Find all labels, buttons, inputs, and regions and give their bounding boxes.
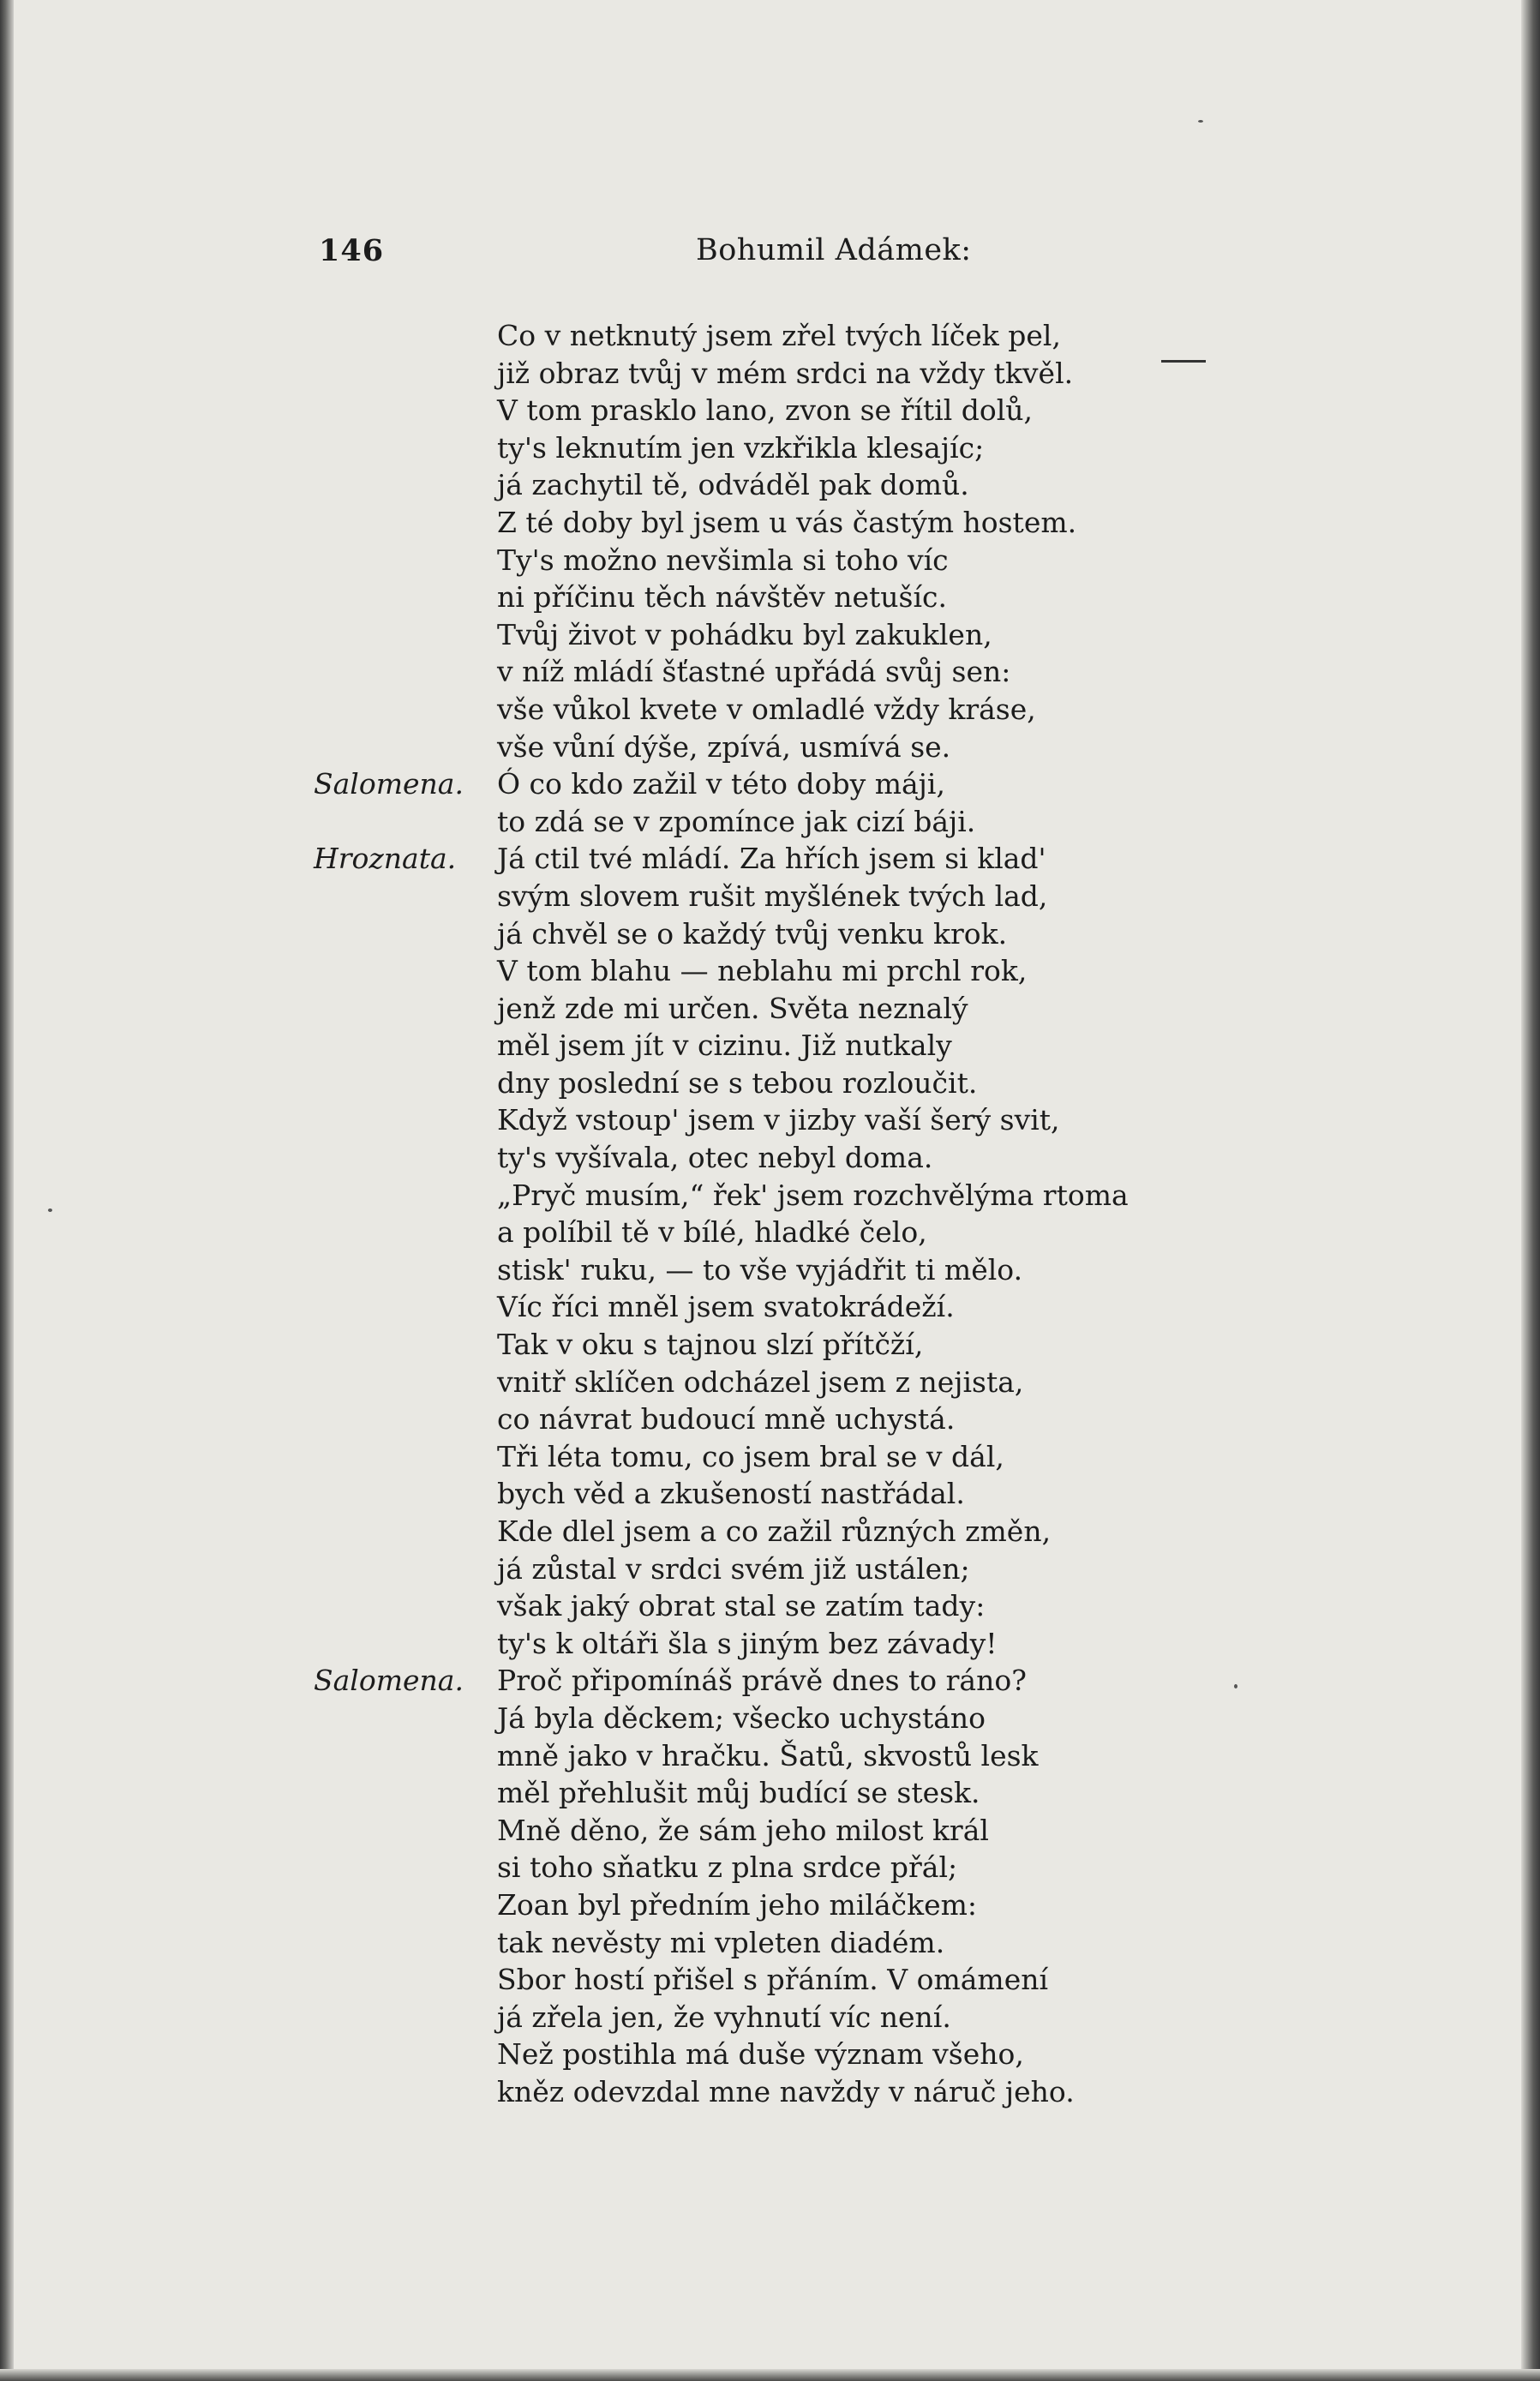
verse-text: Víc říci mněl jsem svatokrádeží.: [497, 1290, 955, 1324]
verse-line: [497, 542, 1474, 579]
page-header: [0, 233, 1540, 276]
verse-text: vše vůkol kvete v omladlé vždy kráse,: [497, 692, 1036, 726]
verse-line: [497, 355, 1474, 393]
verse-text: tak nevěsty mi vpleten diadém.: [497, 1925, 945, 1959]
verse-line: [497, 1849, 1474, 1886]
verse-line: [497, 1139, 1474, 1177]
verse-text: Tvůj život v pohádku byl zakuklen,: [497, 617, 992, 651]
verse-line: [314, 765, 1474, 803]
verse-line: [497, 1214, 1474, 1251]
verse-line: [497, 1774, 1474, 1812]
verse-line: [314, 1662, 1474, 1700]
verse-text: dny poslední se s tebou rozloučit.: [497, 1065, 978, 1100]
verse-line: [497, 1513, 1474, 1550]
verse-line: [497, 429, 1474, 467]
verse-line: [497, 915, 1474, 953]
verse-line: [497, 579, 1474, 616]
verse-text: Zoan byl předním jeho miláčkem:: [497, 1887, 978, 1922]
verse-text: měl přehlušit můj budící se stesk.: [497, 1776, 980, 1810]
verse-block: [314, 317, 1474, 2111]
verse-line: [497, 803, 1474, 841]
verse-text: Já byla děckem; všecko uchystáno: [497, 1700, 986, 1735]
verse-text: v níž mládí šťastné upřádá svůj sen:: [497, 655, 1011, 689]
verse-text: Ó co kdo zažil v této doby máji,: [497, 767, 945, 801]
verse-text: to zdá se v zpomínce jak cizí báji.: [497, 804, 976, 838]
verse-line: [497, 1625, 1474, 1663]
verse-line: [497, 1961, 1474, 1999]
verse-text: Tři léta tomu, co jsem bral se v dál,: [497, 1439, 1004, 1473]
verse-line: [497, 1812, 1474, 1850]
verse-line: [497, 1475, 1474, 1513]
verse-line: [497, 1438, 1474, 1476]
verse-text: ni příčinu těch návštěv netušíc.: [497, 580, 947, 615]
verse-text: Mně děno, že sám jeho milost král: [497, 1813, 989, 1847]
verse-line: [497, 1027, 1474, 1065]
verse-line: [497, 1288, 1474, 1326]
verse-line: [497, 2073, 1474, 2111]
page-number: 146: [319, 233, 385, 268]
verse-text: Co v netknutý jsem zřel tvých líček pel,: [497, 319, 1061, 352]
verse-text: jenž zde mi určen. Světa neznalý: [497, 991, 968, 1025]
verse-text: stisk' ruku, — to vše vyjádřit ti mělo.: [497, 1252, 1023, 1286]
verse-line: [497, 1737, 1474, 1775]
verse-line: [497, 1101, 1474, 1139]
verse-line: [497, 1364, 1474, 1401]
verse-text: již obraz tvůj v mém srdci na vždy tkvěl.: [497, 356, 1074, 390]
scan-speck: [48, 1208, 52, 1212]
verse-line: [497, 2036, 1474, 2073]
verse-line: [497, 1700, 1474, 1737]
verse-text: ty's vyšívala, otec nebyl doma.: [497, 1141, 933, 1175]
verse-text: Než postihla má duše význam všeho,: [497, 2037, 1024, 2072]
verse-line: [314, 840, 1474, 878]
scan-edge-bottom: [0, 2369, 1540, 2381]
verse-line: [497, 1326, 1474, 1364]
verse-text: a políbil tě v bílé, hladké čelo,: [497, 1215, 927, 1250]
verse-line: [497, 1251, 1474, 1289]
verse-line: [497, 1065, 1474, 1102]
verse-line: [497, 729, 1474, 766]
verse-line: [497, 1924, 1474, 1962]
verse-line: [497, 1999, 1474, 2036]
verse-text: já zachytil tě, odváděl pak domů.: [497, 468, 969, 502]
verse-text: Když vstoup' jsem v jizby vaší šerý svit,: [497, 1103, 1060, 1137]
verse-text: V tom blahu — neblahu mi prchl rok,: [497, 954, 1028, 988]
verse-text: já zůstal v srdci svém již ustálen;: [497, 1551, 970, 1586]
verse-text: vše vůní dýše, zpívá, usmívá se.: [497, 729, 951, 764]
verse-line: [497, 616, 1474, 654]
verse-text: vnitř sklíčen odcházel jsem z nejista,: [497, 1364, 1024, 1399]
verse-text: V tom prasklo lano, zvon se řítil dolů,: [497, 393, 1034, 428]
verse-text: já zřela jen, že vyhnutí víc není.: [497, 2000, 951, 2034]
verse-text: Ty's možno nevšimla si toho víc: [497, 543, 949, 577]
verse-text: ty's k oltáři šla s jiným bez závady!: [497, 1626, 998, 1660]
verse-text: mně jako v hračku. Šatů, skvostů lesk: [497, 1738, 1039, 1772]
verse-line: [497, 952, 1474, 990]
verse-text: co návrat budoucí mně uchystá.: [497, 1402, 956, 1436]
speaker-name: Salomena.: [314, 1664, 464, 1698]
verse-line: [497, 466, 1474, 504]
verse-line: [497, 392, 1474, 429]
scan-edge-right: [1521, 0, 1540, 2381]
verse-text: Sbor hostí přišel s přáním. V omámení: [497, 1963, 1049, 1997]
verse-text: já chvěl se o každý tvůj venku krok.: [497, 916, 1008, 951]
verse-text: bych věd a zkušeností nastřádal.: [497, 1477, 965, 1511]
verse-text: svým slovem rušit myšlének tvých lad,: [497, 879, 1048, 913]
verse-text: Proč připomínáš právě dnes to ráno?: [497, 1664, 1027, 1698]
verse-text: si toho sňatku z plna srdce přál;: [497, 1850, 958, 1885]
verse-line: [497, 504, 1474, 542]
verse-text: Z té doby byl jsem u vás častým hostem.: [497, 505, 1077, 539]
verse-text: Tak v oku s tajnou slzí přítčží,: [497, 1328, 924, 1362]
verse-line: [497, 317, 1474, 355]
running-head: Bohumil Adámek:: [696, 233, 972, 267]
scan-speck: [1198, 120, 1203, 123]
scan-edge-left: [0, 0, 14, 2381]
speaker-name: Hroznata.: [314, 842, 457, 876]
verse-line: [497, 1400, 1474, 1438]
verse-text: však jaký obrat stal se zatím tady:: [497, 1589, 986, 1623]
verse-line: [497, 1177, 1474, 1214]
verse-line: [497, 990, 1474, 1028]
verse-line: [497, 1886, 1474, 1924]
speaker-name: Salomena.: [314, 767, 464, 801]
verse-text: měl jsem jít v cizinu. Již nutkaly: [497, 1029, 952, 1063]
verse-line: [497, 691, 1474, 729]
verse-text: kněz odevzdal mne navždy v náruč jeho.: [497, 2074, 1075, 2108]
verse-text: „Pryč musím,“ řek' jsem rozchvělýma rtoma: [497, 1178, 1129, 1212]
verse-line: [497, 1587, 1474, 1625]
verse-line: [497, 653, 1474, 691]
verse-text: Kde dlel jsem a co zažil různých změn,: [497, 1514, 1052, 1548]
verse-text: ty's leknutím jen vzkřikla klesajíc;: [497, 430, 985, 465]
verse-line: [497, 1550, 1474, 1588]
verse-text: Já ctil tvé mládí. Za hřích jsem si klad': [497, 842, 1046, 876]
verse-line: [497, 878, 1474, 915]
